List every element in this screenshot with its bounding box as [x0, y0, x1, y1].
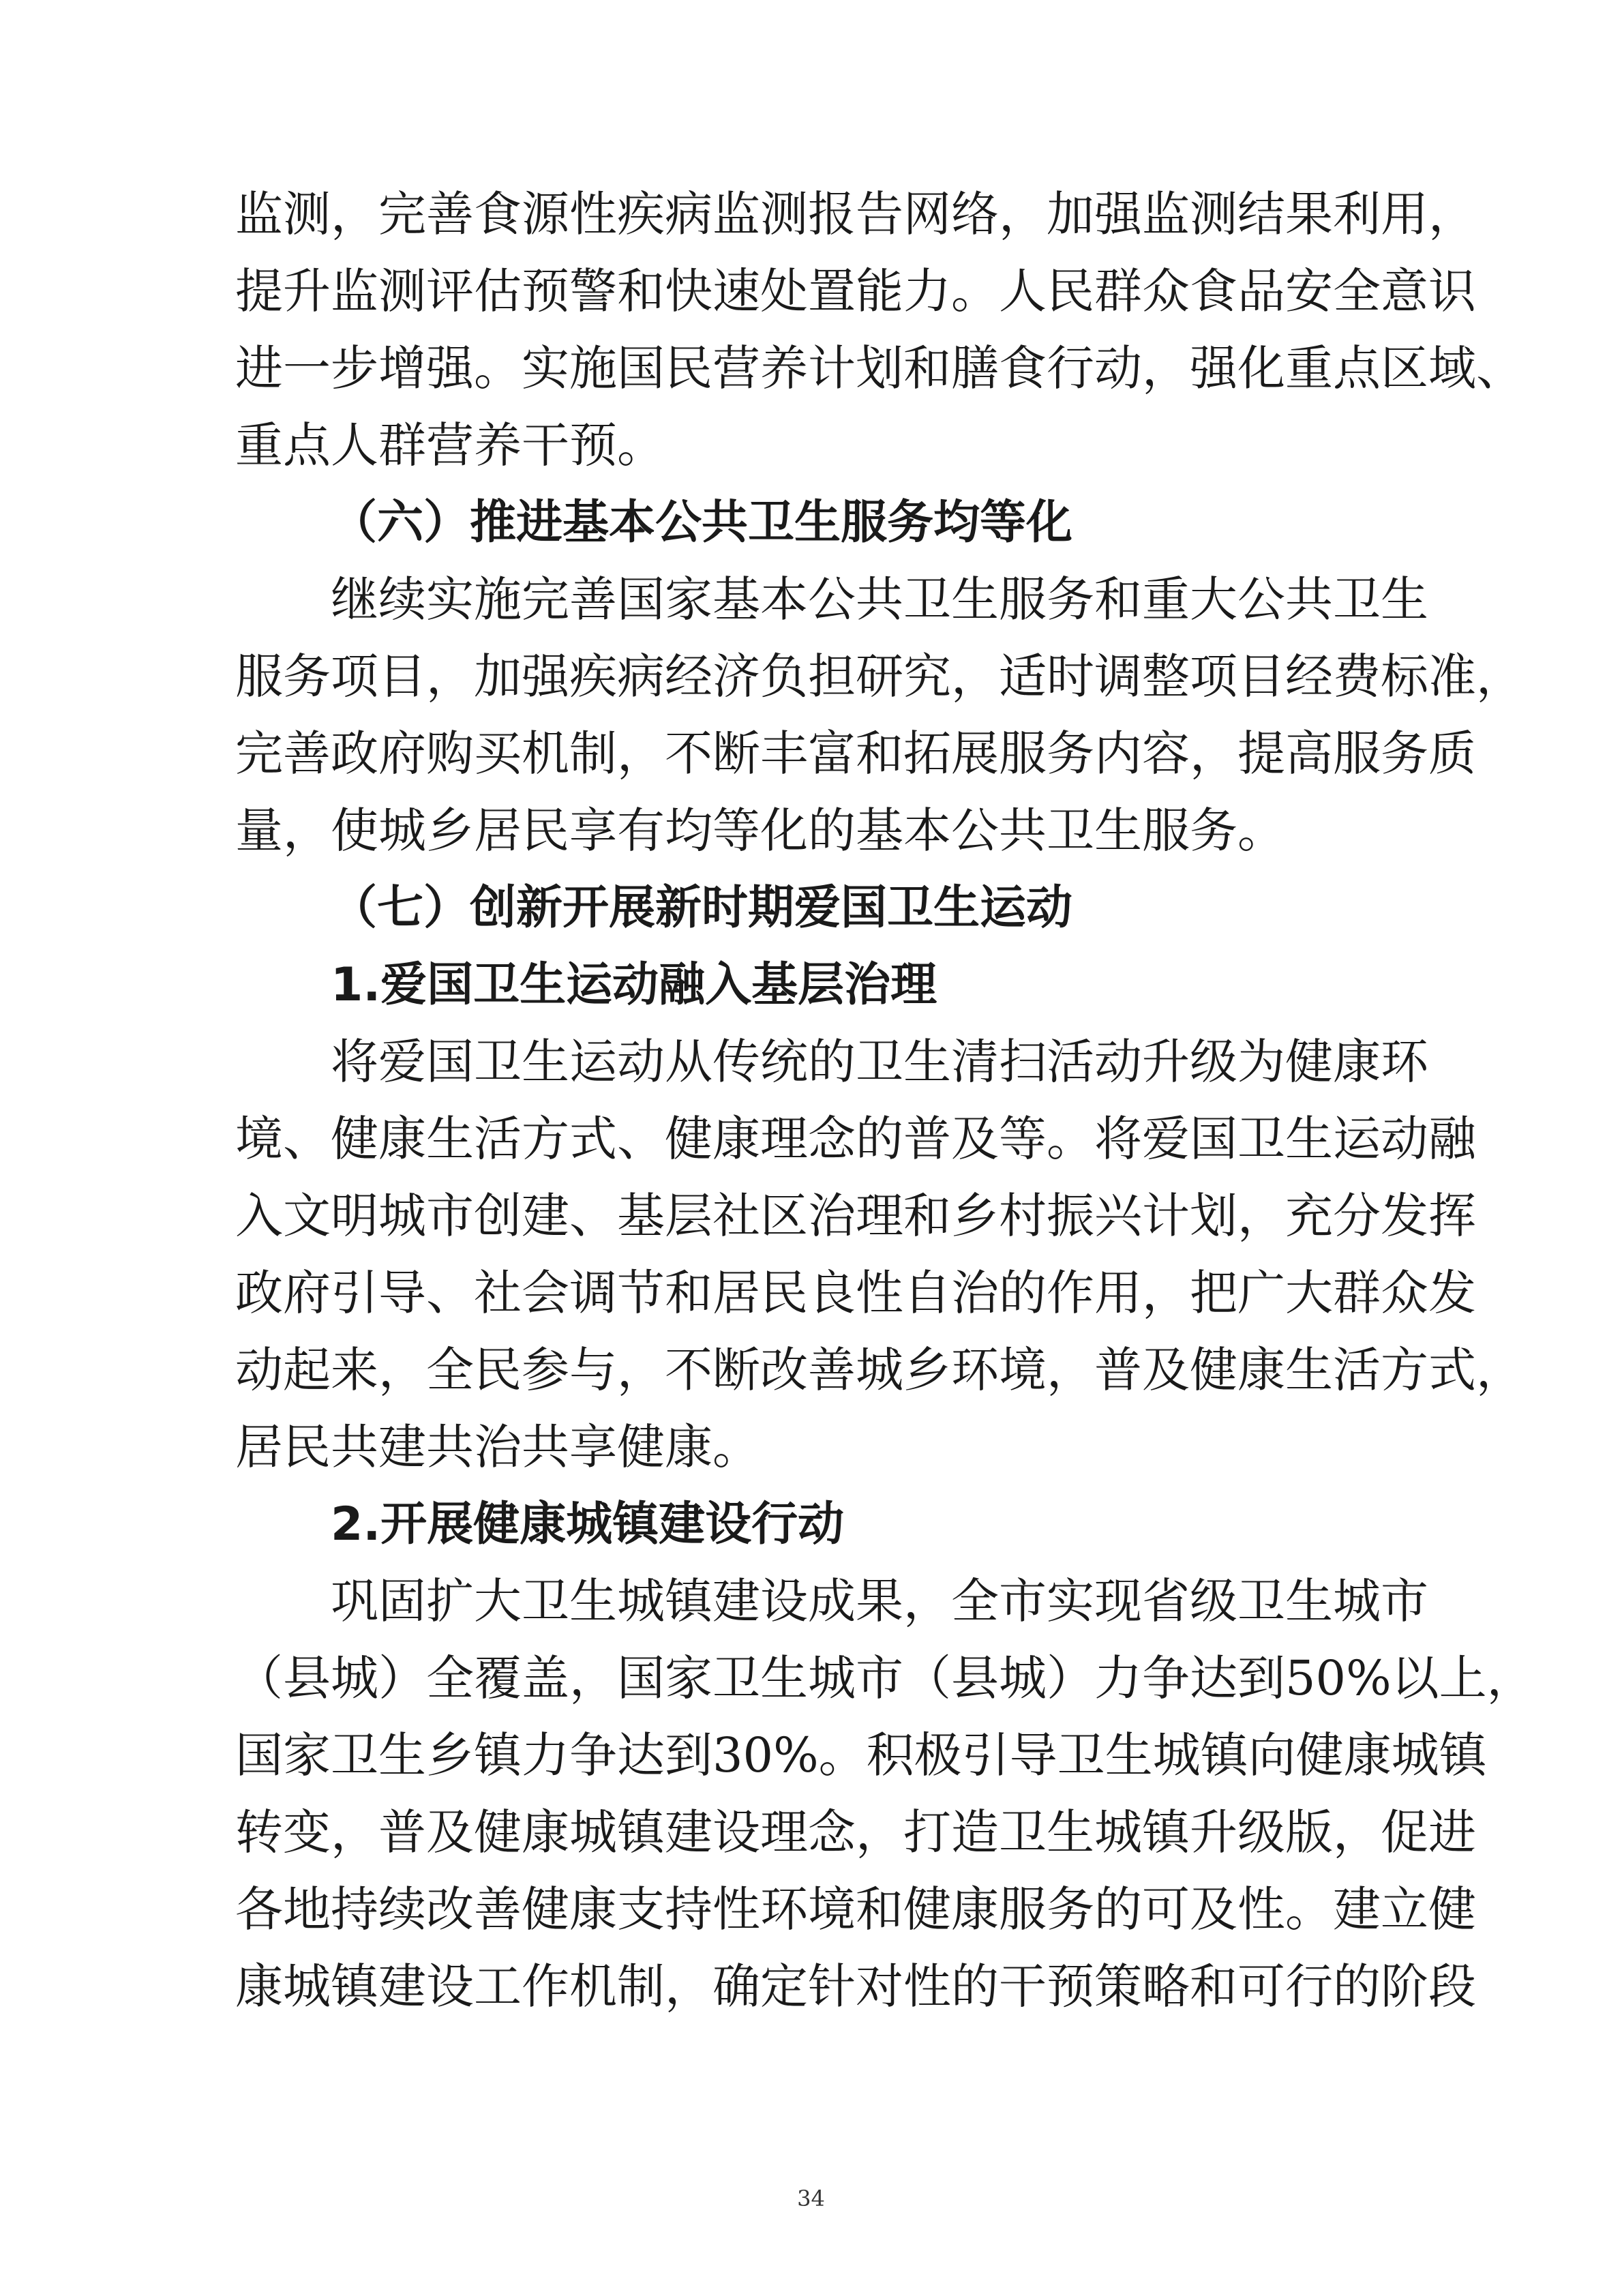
text-line: 政府引导、社会调节和居民良性自治的作用，把广大群众发 — [235, 1265, 1476, 1321]
text-line: 境、健康生活方式、健康理念的普及等。将爱国卫生运动融 — [235, 1111, 1476, 1167]
subsection-heading-7-2: 2.开展健康城镇建设行动 — [331, 1497, 845, 1551]
subsection-heading-7-1: 1.爱国卫生运动融入基层治理 — [331, 958, 937, 1012]
text-line: （县城）全覆盖，国家卫生城市（县城）力争达到50%以上， — [235, 1650, 1535, 1706]
text-line: 完善政府购买机制，不断丰富和拓展服务内容，提高服务质 — [235, 726, 1476, 781]
text-line: 入文明城市创建、基层社区治理和乡村振兴计划，充分发挥 — [235, 1188, 1476, 1244]
page-number: 34 — [797, 2186, 825, 2211]
text-line: 各地持续改善健康支持性环境和健康服务的可及性。建立健 — [235, 1881, 1476, 1937]
text-line: 动起来，全民参与，不断改善城乡环境，普及健康生活方式， — [235, 1342, 1524, 1398]
text-line: 量，使城乡居民享有均等化的基本公共卫生服务。 — [235, 803, 1285, 859]
text-line: 居民共建共治共享健康。 — [235, 1419, 760, 1475]
paragraph-public-health-services — [235, 561, 1524, 869]
paragraph-healthy-towns — [235, 1563, 1535, 2025]
section-heading-6: （六）推进基本公共卫生服务均等化 — [331, 496, 1073, 550]
page-body — [235, 176, 1535, 2025]
text-line: 转变，普及健康城镇建设理念，打造卫生城镇升级版，促进 — [235, 1804, 1476, 1860]
paragraph-food-safety — [235, 176, 1524, 484]
text-line: 提升监测评估预警和快速处置能力。人民群众食品安全意识 — [235, 263, 1476, 319]
text-line: 监测，完善食源性疾病监测报告网络，加强监测结果利用， — [235, 186, 1476, 242]
text-line: 将爱国卫生运动从传统的卫生清扫活动升级为健康环 — [331, 1034, 1428, 1090]
text-line: 国家卫生乡镇力争达到30%。积极引导卫生城镇向健康城镇 — [235, 1727, 1487, 1783]
text-line: 巩固扩大卫生城镇建设成果，全市实现省级卫生城市 — [331, 1573, 1428, 1629]
section-heading-7: （七）创新开展新时期爱国卫生运动 — [331, 881, 1073, 935]
text-line: 进一步增强。实施国民营养计划和膳食行动，强化重点区域、 — [235, 340, 1524, 396]
text-line: 康城镇建设工作机制，确定针对性的干预策略和可行的阶段 — [235, 1958, 1476, 2014]
paragraph-patriotic-health — [235, 1024, 1524, 1486]
text-line: 继续实施完善国家基本公共卫生服务和重大公共卫生 — [331, 571, 1428, 627]
text-line: 重点人群营养干预。 — [235, 417, 665, 473]
text-line: 服务项目，加强疾病经济负担研究，适时调整项目经费标准， — [235, 648, 1524, 704]
